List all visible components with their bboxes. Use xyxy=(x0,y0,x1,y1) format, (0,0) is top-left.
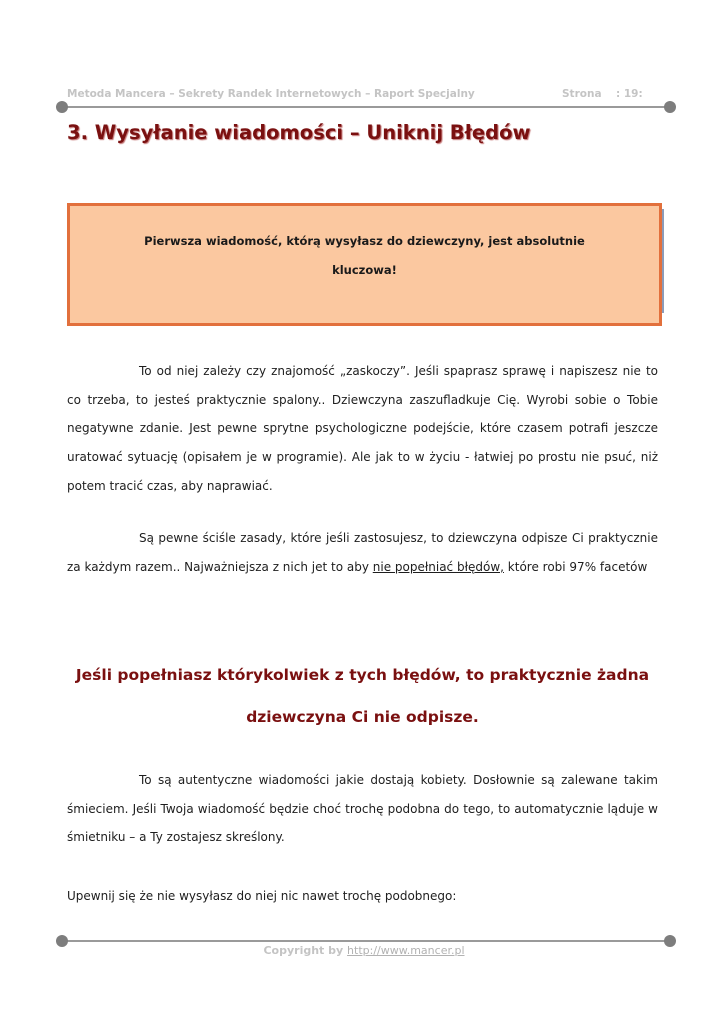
running-header-page-number: : 19: xyxy=(616,88,643,100)
section-title: 3. Wysyłanie wiadomości – Uniknij Błędów xyxy=(67,121,531,144)
copyright-link[interactable]: http://www.mancer.pl xyxy=(347,944,465,957)
paragraph-4 xyxy=(67,882,658,911)
callout-line-2: kluczowa! xyxy=(332,263,397,277)
callout-box xyxy=(67,203,662,326)
paragraph-2-text-after: które robi 97% facetów xyxy=(503,559,648,574)
running-header-page-label: Strona xyxy=(562,88,602,100)
paragraph-2-text-before: Są pewne ściśle zasady, które jeśli zastosujesz, to dziewczyna odpisze Ci praktycznie za każdym razem.. Najważniejsza z nich jet to aby xyxy=(67,531,658,574)
paragraph-3 xyxy=(67,766,658,852)
header-rule-left-dot xyxy=(56,101,68,113)
footer-copyright xyxy=(0,944,728,957)
highlight-block xyxy=(67,654,658,738)
callout-line-1: Pierwsza wiadomość, którą wysyłasz do dziewczyny, jest absolutnie xyxy=(144,234,585,248)
header-rule xyxy=(62,106,670,108)
copyright-label: Copyright by xyxy=(263,944,344,957)
footer-rule xyxy=(62,940,670,942)
paragraph-2 xyxy=(67,524,658,581)
paragraph-2-underlined: nie popełniać błędów, xyxy=(372,559,504,574)
highlight-line-2: dziewczyna Ci nie odpisze. xyxy=(246,708,479,726)
paragraph-1 xyxy=(67,357,658,501)
running-header-title: Metoda Mancera – Sekrety Randek Internetowych – Raport Specjalny xyxy=(67,88,475,100)
paragraph-1-text: To od niej zależy czy znajomość „zaskoczy”. Jeśli spaprasz sprawę i napiszesz nie to co trzeba, to jesteś praktycznie spalony.. Dziewczyna zaszufladkuje Cię. Wyrobi sobie o Tobie negatywne zdanie. Jest pewne sprytne psychologiczne podejście, które czasem potrafi jeszcze uratować sytuację (opisałem je w programie). Ale jak to w życiu - łatwiej po prostu nie psuć, niż potem tracić czas, aby naprawiać. xyxy=(67,364,658,493)
highlight-line-1: Jeśli popełniasz którykolwiek z tych błędów, to praktycznie żadna xyxy=(75,666,650,684)
paragraph-4-text: Upewnij się że nie wysyłasz do niej nic nawet trochę podobnego: xyxy=(67,889,457,903)
header-rule-right-dot xyxy=(664,101,676,113)
paragraph-3-text: To są autentyczne wiadomości jakie dostają kobiety. Dosłownie są zalewane takim śmieciem. Jeśli Twoja wiadomość będzie choć trochę podobna do tego, to automatycznie ląduje w śmietniku – a Ty zostajesz skreślony. xyxy=(67,773,658,845)
